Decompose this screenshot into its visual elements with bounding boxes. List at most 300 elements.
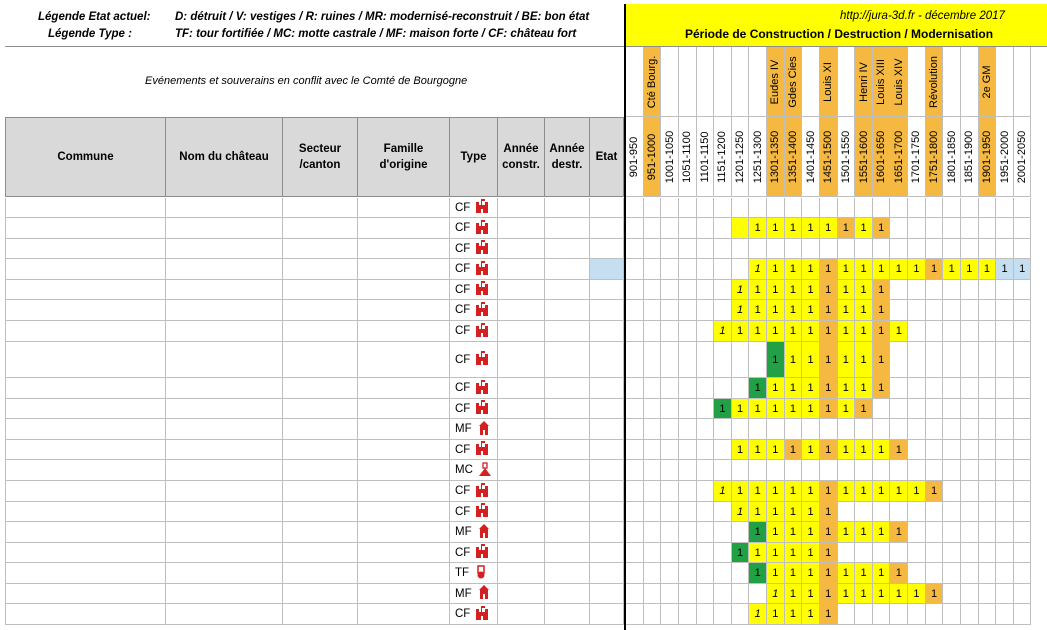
- period-cell: [626, 198, 644, 218]
- period-cell: [979, 604, 997, 625]
- destr-cell: [545, 198, 590, 218]
- period-cell: [1014, 342, 1032, 378]
- period-cell: [626, 522, 644, 543]
- period-cell: 1: [838, 481, 856, 502]
- period-cell: [661, 460, 679, 481]
- period-cell: 1: [820, 440, 838, 460]
- period-header-cell: [749, 117, 767, 197]
- period-cell: [820, 419, 838, 440]
- period-cell: 1: [714, 481, 732, 502]
- house-icon: [477, 524, 491, 541]
- period-cell: [1014, 300, 1032, 321]
- event-label: Louis XIV: [892, 57, 905, 106]
- type-cell: [450, 563, 498, 584]
- period-header-cell: [926, 117, 944, 197]
- period-cell: [626, 280, 644, 300]
- destr-cell: [545, 218, 590, 239]
- period-cell: [679, 321, 697, 342]
- period-cell: [679, 399, 697, 419]
- period-cell: [996, 584, 1014, 604]
- period-cell: [908, 321, 926, 342]
- period-cell: [679, 300, 697, 321]
- period-cell: 1: [873, 378, 891, 399]
- period-cell: 1: [855, 218, 873, 239]
- period-cell: 1: [820, 259, 838, 280]
- period-cell: [961, 342, 979, 378]
- type-cell: [450, 440, 498, 460]
- destr-cell: [545, 342, 590, 378]
- period-cell: [802, 198, 820, 218]
- period-cell: 1: [838, 280, 856, 300]
- period-cell: [979, 399, 997, 419]
- nom-cell: [166, 584, 283, 604]
- etat-cell: [590, 584, 624, 604]
- event-cell: [802, 47, 820, 117]
- period-cell: 1: [926, 584, 944, 604]
- period-cell: [661, 419, 679, 440]
- period-cell: [996, 522, 1014, 543]
- period-cell: 1: [802, 440, 820, 460]
- period-cell: 1: [802, 342, 820, 378]
- etat-cell: [590, 218, 624, 239]
- period-cell: [979, 342, 997, 378]
- event-cell: [820, 47, 838, 117]
- period-cell: 1: [732, 502, 750, 522]
- period-cell: [785, 198, 803, 218]
- period-cell: [943, 419, 961, 440]
- period-label: 901-950: [628, 136, 641, 177]
- castle-icon: [475, 240, 489, 257]
- nom-cell: [166, 198, 283, 218]
- event-label: Révolution: [928, 55, 941, 108]
- period-cell: [926, 399, 944, 419]
- period-cell: 1: [873, 440, 891, 460]
- period-cell: [926, 300, 944, 321]
- period-cell: [873, 543, 891, 563]
- period-cell: [644, 419, 662, 440]
- destr-cell: [545, 502, 590, 522]
- period-cell: [679, 522, 697, 543]
- period-cell: [767, 239, 785, 259]
- period-cell: [996, 399, 1014, 419]
- period-cell: [855, 460, 873, 481]
- commune-cell: [5, 502, 166, 522]
- period-cell: 1: [732, 321, 750, 342]
- period-cell: [697, 543, 715, 563]
- period-header-cell: [943, 117, 961, 197]
- period-cell: [943, 604, 961, 625]
- event-cell: [679, 47, 697, 117]
- period-cell: [926, 280, 944, 300]
- period-cell: [1014, 522, 1032, 543]
- period-cell: 1: [732, 481, 750, 502]
- type-code: CF: [455, 304, 471, 316]
- constr-cell: [498, 440, 545, 460]
- period-cell: 1: [855, 342, 873, 378]
- destr-cell: [545, 280, 590, 300]
- period-header-cell: [908, 117, 926, 197]
- period-cell: 1: [873, 218, 891, 239]
- period-cell: [961, 419, 979, 440]
- event-cell: [785, 47, 803, 117]
- period-cell: [979, 378, 997, 399]
- period-cell: [644, 198, 662, 218]
- period-label: 1601-1650: [875, 130, 888, 183]
- period-cell: 1: [890, 259, 908, 280]
- period-cell: [926, 342, 944, 378]
- period-cell: [732, 378, 750, 399]
- period-cell: [979, 300, 997, 321]
- period-cell: 1: [820, 280, 838, 300]
- period-cell: [996, 342, 1014, 378]
- famille-cell: [358, 543, 450, 563]
- period-cell: 1: [961, 259, 979, 280]
- period-cell: 1: [749, 399, 767, 419]
- period-header-cell: [679, 117, 697, 197]
- secteur-cell: [283, 300, 358, 321]
- period-cell: [908, 378, 926, 399]
- type-cell: [450, 218, 498, 239]
- event-cell: [626, 47, 644, 117]
- event-cell: [732, 47, 750, 117]
- commune-cell: [5, 280, 166, 300]
- period-cell: [908, 239, 926, 259]
- type-cell: [450, 419, 498, 440]
- period-cell: 1: [749, 522, 767, 543]
- period-cell: 1: [943, 259, 961, 280]
- nom-cell: [166, 522, 283, 543]
- period-cell: 1: [820, 502, 838, 522]
- type-cell: [450, 259, 498, 280]
- period-cell: [714, 300, 732, 321]
- period-cell: [979, 543, 997, 563]
- famille-cell: [358, 460, 450, 481]
- period-cell: 1: [732, 399, 750, 419]
- period-cell: 1: [838, 321, 856, 342]
- period-cell: [961, 522, 979, 543]
- period-cell: [661, 198, 679, 218]
- period-cell: [661, 563, 679, 584]
- period-cell: 1: [890, 584, 908, 604]
- period-cell: [644, 300, 662, 321]
- period-cell: [1014, 280, 1032, 300]
- period-cell: [697, 342, 715, 378]
- period-cell: [732, 342, 750, 378]
- period-cell: [926, 239, 944, 259]
- period-cell: [943, 342, 961, 378]
- site-link[interactable]: http://jura-3d.fr - décembre 2017: [840, 10, 1005, 22]
- constr-cell: [498, 378, 545, 399]
- etat-cell: [590, 543, 624, 563]
- period-cell: [644, 342, 662, 378]
- period-cell: [732, 218, 750, 239]
- period-cell: [908, 399, 926, 419]
- period-cell: [961, 239, 979, 259]
- period-cell: 1: [802, 218, 820, 239]
- period-cell: [855, 419, 873, 440]
- destr-cell: [545, 321, 590, 342]
- period-cell: 1: [802, 502, 820, 522]
- period-cell: [1014, 481, 1032, 502]
- period-cell: [979, 502, 997, 522]
- period-cell: [697, 239, 715, 259]
- period-cell: [644, 543, 662, 563]
- events-label: Evénements et souverains en conflit avec le Comté de Bourgogne: [145, 75, 468, 87]
- period-cell: 1: [785, 502, 803, 522]
- period-cell: 1: [908, 584, 926, 604]
- period-cell: [961, 321, 979, 342]
- period-cell: [926, 604, 944, 625]
- period-cell: 1: [714, 321, 732, 342]
- event-cell: [996, 47, 1014, 117]
- period-cell: 1: [820, 300, 838, 321]
- etat-cell: [590, 419, 624, 440]
- type-cell: [450, 342, 498, 378]
- period-cell: [697, 440, 715, 460]
- etat-cell: [590, 198, 624, 218]
- period-cell: 1: [785, 259, 803, 280]
- period-cell: [926, 460, 944, 481]
- period-cell: 1: [802, 584, 820, 604]
- destr-cell: [545, 522, 590, 543]
- type-cell: [450, 239, 498, 259]
- period-cell: [697, 300, 715, 321]
- period-cell: [697, 321, 715, 342]
- period-cell: [873, 604, 891, 625]
- period-cell: 1: [838, 378, 856, 399]
- period-label: 1401-1450: [804, 130, 817, 183]
- period-cell: 1: [873, 300, 891, 321]
- event-cell: [855, 47, 873, 117]
- famille-cell: [358, 502, 450, 522]
- period-cell: 1: [855, 563, 873, 584]
- period-cell: [626, 378, 644, 399]
- event-cell: [926, 47, 944, 117]
- period-cell: 1: [838, 563, 856, 584]
- commune-cell: [5, 604, 166, 625]
- period-cell: 1: [820, 399, 838, 419]
- period-cell: 1: [785, 543, 803, 563]
- period-cell: [1014, 563, 1032, 584]
- type-cell: [450, 543, 498, 563]
- type-code: CF: [455, 325, 471, 337]
- type-code: CF: [455, 485, 471, 497]
- period-cell: [961, 502, 979, 522]
- famille-cell: [358, 239, 450, 259]
- nom-cell: [166, 300, 283, 321]
- event-cell: [749, 47, 767, 117]
- period-cell: 1: [749, 321, 767, 342]
- period-cell: [785, 460, 803, 481]
- commune-cell: [5, 584, 166, 604]
- secteur-cell: [283, 239, 358, 259]
- period-cell: [926, 218, 944, 239]
- commune-cell: [5, 481, 166, 502]
- destr-cell: [545, 440, 590, 460]
- event-label: Henri IV: [857, 61, 870, 102]
- period-cell: [943, 522, 961, 543]
- period-cell: [820, 239, 838, 259]
- period-label: 1501-1550: [839, 130, 852, 183]
- period-cell: [996, 460, 1014, 481]
- period-cell: [820, 198, 838, 218]
- period-cell: 1: [838, 218, 856, 239]
- period-cell: [732, 198, 750, 218]
- famille-cell: [358, 259, 450, 280]
- period-cell: [979, 440, 997, 460]
- period-cell: 1: [820, 604, 838, 625]
- period-cell: 1: [802, 280, 820, 300]
- castle-icon: [475, 483, 489, 500]
- etat-cell: [590, 502, 624, 522]
- constr-cell: [498, 198, 545, 218]
- period-cell: [890, 419, 908, 440]
- period-cell: [785, 239, 803, 259]
- type-cell: [450, 460, 498, 481]
- secteur-cell: [283, 481, 358, 502]
- period-header-cell: [697, 117, 715, 197]
- period-cell: [644, 460, 662, 481]
- period-cell: 1: [714, 399, 732, 419]
- commune-cell: [5, 563, 166, 584]
- commune-cell: [5, 378, 166, 399]
- type-code: CF: [455, 353, 471, 366]
- period-cell: [626, 563, 644, 584]
- period-cell: [926, 321, 944, 342]
- nom-cell: [166, 419, 283, 440]
- destr-cell: [545, 239, 590, 259]
- type-code: CF: [455, 283, 471, 296]
- period-cell: 1: [749, 563, 767, 584]
- famille-cell: [358, 584, 450, 604]
- period-cell: 1: [785, 584, 803, 604]
- period-cell: [908, 419, 926, 440]
- period-cell: [679, 280, 697, 300]
- period-cell: 1: [820, 522, 838, 543]
- period-cell: 1: [838, 342, 856, 378]
- header-destr: Année destr.: [545, 117, 590, 197]
- period-cell: [926, 502, 944, 522]
- period-cell: 1: [873, 522, 891, 543]
- period-cell: 1: [926, 481, 944, 502]
- secteur-cell: [283, 460, 358, 481]
- period-cell: [661, 259, 679, 280]
- period-cell: [979, 460, 997, 481]
- period-label: 2001-2050: [1016, 130, 1029, 183]
- period-label: 1251-1300: [751, 130, 764, 183]
- period-cell: 1: [749, 481, 767, 502]
- period-cell: [855, 604, 873, 625]
- period-cell: [749, 198, 767, 218]
- period-cell: [626, 342, 644, 378]
- constr-cell: [498, 563, 545, 584]
- event-cell: [979, 47, 997, 117]
- period-label: 1101-1150: [698, 131, 711, 182]
- event-cell: [661, 47, 679, 117]
- period-cell: [644, 239, 662, 259]
- period-cell: 1: [749, 604, 767, 625]
- period-cell: 1: [926, 259, 944, 280]
- period-cell: 1: [908, 259, 926, 280]
- header-secteur: Secteur /canton: [283, 117, 358, 197]
- period-label: 1901-1950: [980, 130, 993, 183]
- nom-cell: [166, 239, 283, 259]
- period-cell: [908, 342, 926, 378]
- period-cell: 1: [873, 481, 891, 502]
- period-cell: 1: [785, 321, 803, 342]
- castle-icon: [475, 441, 489, 458]
- period-cell: 1: [732, 300, 750, 321]
- period-cell: [926, 522, 944, 543]
- event-label: Eudes IV: [769, 59, 782, 104]
- period-cell: [996, 378, 1014, 399]
- constr-cell: [498, 543, 545, 563]
- period-cell: [697, 481, 715, 502]
- period-cell: [979, 522, 997, 543]
- period-cell: 1: [855, 300, 873, 321]
- nom-cell: [166, 481, 283, 502]
- period-cell: 1: [749, 280, 767, 300]
- period-cell: [890, 502, 908, 522]
- period-cell: 1: [785, 399, 803, 419]
- period-cell: [838, 419, 856, 440]
- period-cell: 1: [873, 280, 891, 300]
- constr-cell: [498, 604, 545, 625]
- period-cell: 1: [855, 321, 873, 342]
- period-cell: [838, 502, 856, 522]
- period-cell: [697, 218, 715, 239]
- nom-cell: [166, 342, 283, 378]
- period-cell: [626, 440, 644, 460]
- period-cell: 1: [767, 522, 785, 543]
- period-cell: 1: [767, 543, 785, 563]
- period-cell: [697, 419, 715, 440]
- period-cell: [661, 239, 679, 259]
- type-cell: [450, 481, 498, 502]
- event-label: Cté Bourg.: [645, 55, 658, 108]
- etat-cell: [590, 440, 624, 460]
- period-cell: [714, 198, 732, 218]
- type-code: MC: [455, 464, 473, 476]
- commune-cell: [5, 543, 166, 563]
- period-cell: 1: [890, 563, 908, 584]
- period-cell: 1: [802, 522, 820, 543]
- period-cell: [679, 604, 697, 625]
- period-cell: [714, 460, 732, 481]
- period-cell: [890, 218, 908, 239]
- period-cell: [908, 502, 926, 522]
- commune-cell: [5, 399, 166, 419]
- secteur-cell: [283, 543, 358, 563]
- period-cell: [979, 239, 997, 259]
- destr-cell: [545, 300, 590, 321]
- period-cell: [626, 300, 644, 321]
- event-cell: [838, 47, 856, 117]
- period-cell: 1: [855, 440, 873, 460]
- period-cell: 1: [767, 584, 785, 604]
- period-cell: 1: [767, 440, 785, 460]
- period-cell: [644, 280, 662, 300]
- castle-icon: [475, 323, 489, 340]
- period-cell: [979, 584, 997, 604]
- period-cell: [785, 419, 803, 440]
- destr-cell: [545, 563, 590, 584]
- period-cell: [626, 399, 644, 419]
- constr-cell: [498, 218, 545, 239]
- destr-cell: [545, 604, 590, 625]
- period-cell: [961, 440, 979, 460]
- period-header-cell: [979, 117, 997, 197]
